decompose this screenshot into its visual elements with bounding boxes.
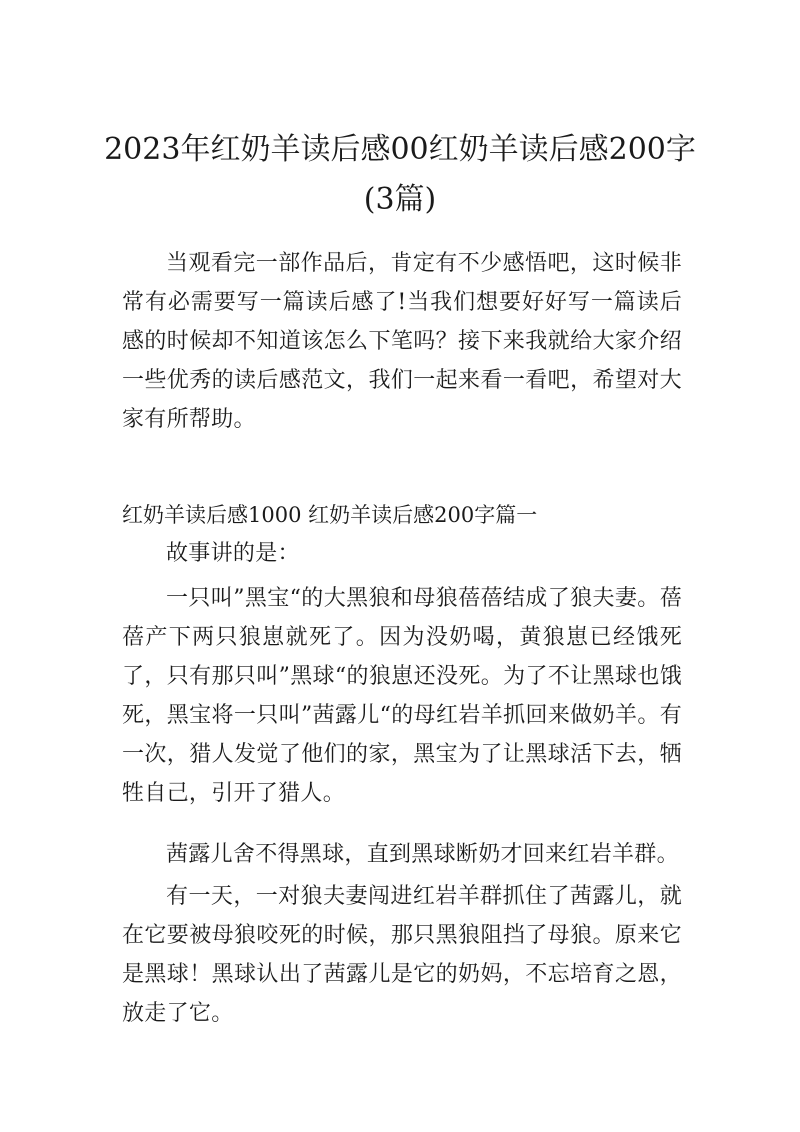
body-paragraph: 故事讲的是： <box>166 541 300 566</box>
body-paragraph: 有一天，一对狼夫妻闯进红岩羊群抓住了茜露儿，就在它要被母狼咬死的时候，那只黑狼阻挡了母狼。原来它是黑球！黑球认出了茜露儿是它的奶妈，不忘培育之恩，放走了它。 <box>122 884 682 1026</box>
intro-paragraph: 当观看完一部作品后，肯定有不少感悟吧，这时候非常有必需要写一篇读后感了!当我们想要好好写一篇读后感的时候却不知道该怎么下笔吗？接下来我就给大家介绍一些优秀的读后感范文，我们一起来看一看吧，希望对大家有所帮助。 <box>122 251 682 432</box>
body-paragraph: 茜露儿舍不得黑球，直到黑球断奶才回来红岩羊群。 <box>166 842 679 867</box>
section-heading: 红奶羊读后感1000 红奶羊读后感200字篇一 <box>122 503 538 527</box>
document-title: 2023年红奶羊读后感00红奶羊读后感200字(3篇) <box>104 132 696 217</box>
body-paragraph: 一只叫”黑宝“的大黑狼和母狼蓓蓓结成了狼夫妻。蓓蓓产下两只狼崽就死了。因为没奶喝，黄狼崽已经饿死了，只有那只叫”黑球“的狼崽还没死。为了不让黑球也饿死，黑宝将一只叫”茜露儿“的母红岩羊抓回来做奶羊。有一次，猎人发觉了他们的家，黑宝为了让黑球活下去，牺牲自己，引开了猎人。 <box>122 586 682 806</box>
